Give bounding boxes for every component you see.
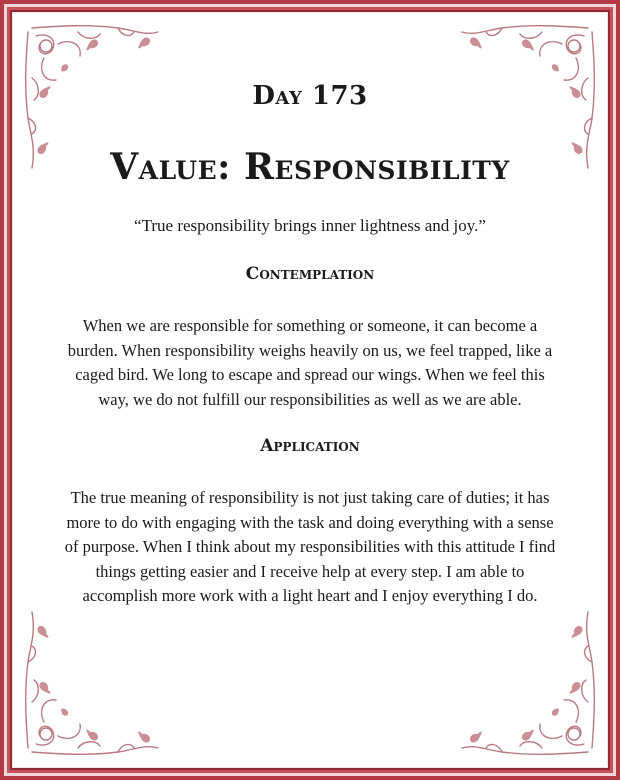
application-body: The true meaning of responsibility is not just taking care of duties; it has more to do with engaging with the task and doing everything with a sense of purpose. When I think about my responsibilities with this attitude I find things getting easier and I receive help at every step. I am able to accomplish more work with a light heart and I enjoy everything I do. xyxy=(64,488,556,605)
contemplation-body: When we are responsible for something or someone, it can become a burden. When responsibility weighs heavily on us, we feel trapped, like a caged bird. We long to escape and spread our wings. When we feel this way, we do not fulfill our responsibilities as well as we are able. xyxy=(67,316,553,409)
application-heading: Application xyxy=(260,436,360,456)
flourish-icon xyxy=(452,592,602,762)
corner-flourish-bottom-right xyxy=(452,592,602,762)
quote: “True responsibility brings inner lightness and joy.” xyxy=(134,216,486,235)
card xyxy=(10,10,610,770)
flourish-icon xyxy=(18,592,168,762)
content xyxy=(52,76,568,609)
day-heading: Day 173 xyxy=(252,81,368,111)
frame-outer xyxy=(4,4,616,776)
value-title: Value: Responsibility xyxy=(110,146,510,188)
corner-flourish-bottom-left xyxy=(18,592,168,762)
contemplation-heading: Contemplation xyxy=(245,264,375,284)
